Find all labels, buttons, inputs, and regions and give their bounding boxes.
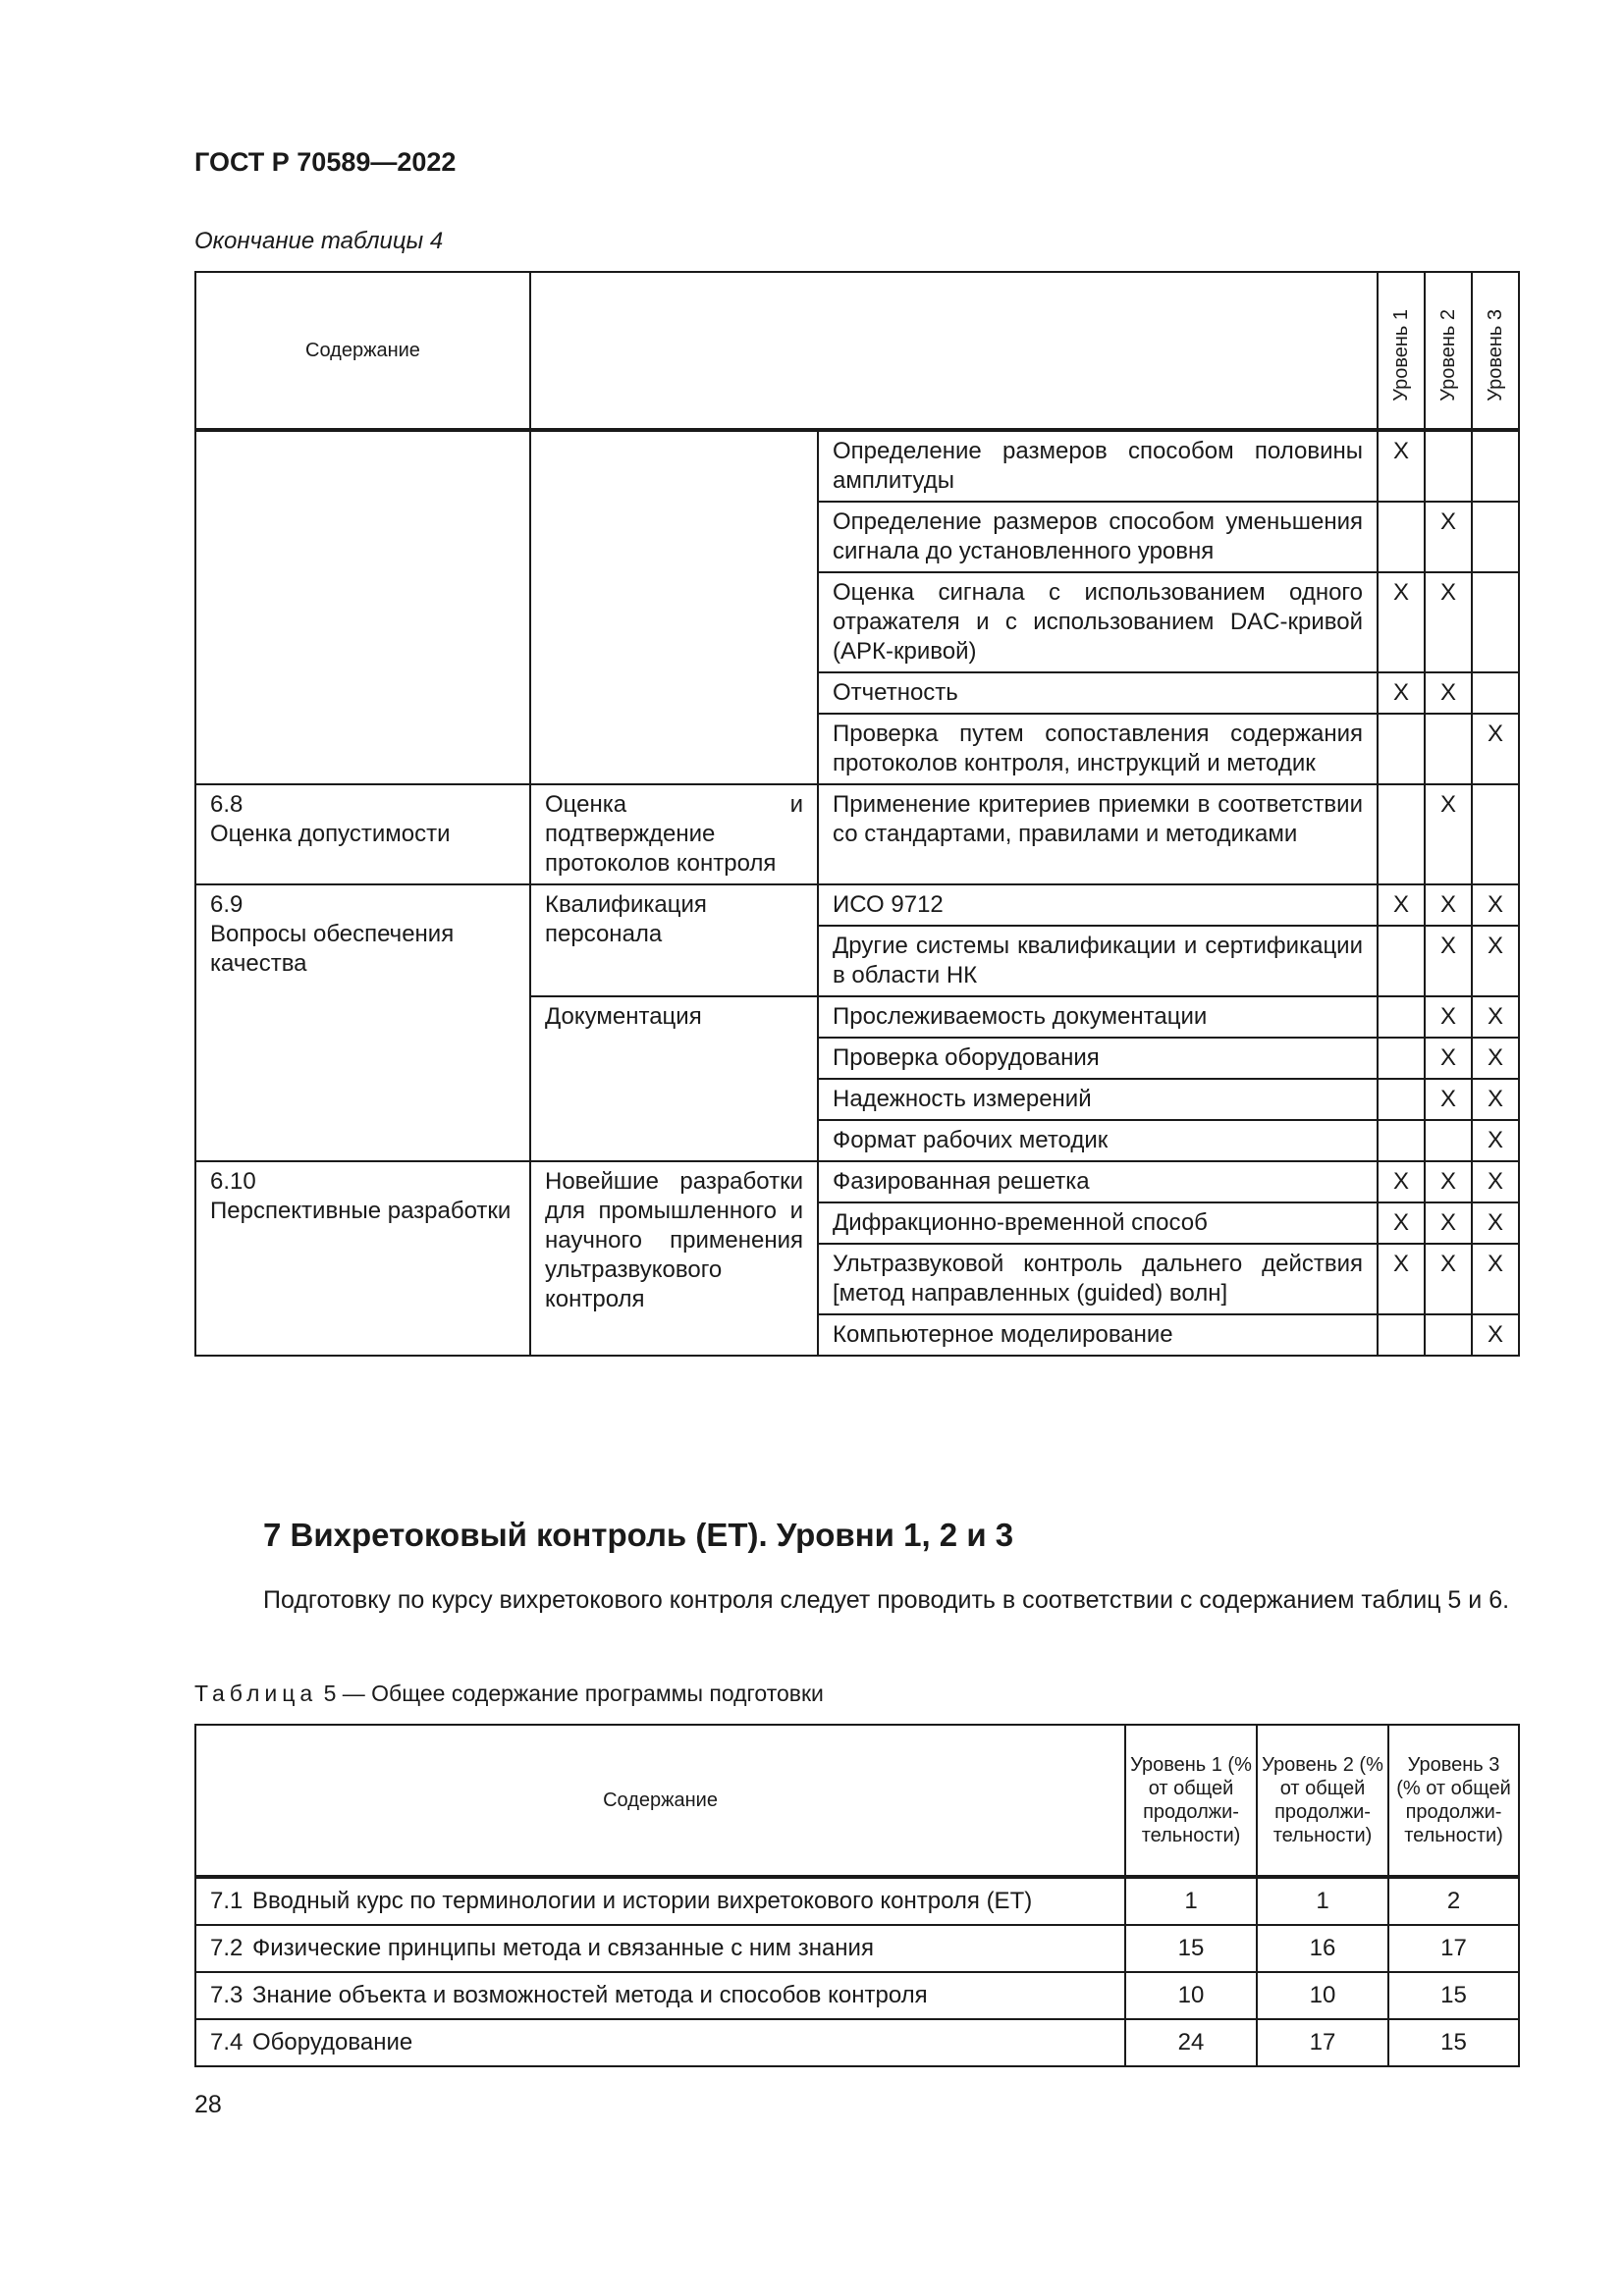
level2-percent: 10 — [1257, 1972, 1388, 2019]
level2-mark: X — [1425, 1079, 1472, 1120]
level2-mark: X — [1425, 1202, 1472, 1244]
table-row — [195, 1972, 1519, 2019]
table-5-caption — [194, 1681, 824, 1707]
table-4-level2-header — [1425, 272, 1472, 430]
level3-percent: 17 — [1388, 1925, 1519, 1972]
level2-mark: X — [1425, 926, 1472, 996]
level1-mark — [1378, 926, 1425, 996]
page-number: 28 — [194, 2091, 222, 2118]
row-description: Оборудование — [252, 2019, 1125, 2066]
table-4 — [194, 271, 1520, 1357]
section-intro-paragraph: Подготовку по курсу вихретокового контроля следует проводить в соответствии с содержанием таблиц 5 и 6. — [263, 1586, 1510, 1614]
table-4-level1-header — [1378, 272, 1425, 430]
item-text-cell: Отчетность — [818, 672, 1378, 714]
table-row — [195, 1161, 1519, 1202]
level3-mark — [1472, 502, 1519, 572]
level3-percent: 15 — [1388, 2019, 1519, 2066]
topic-cell — [195, 1161, 530, 1356]
level1-mark — [1378, 996, 1425, 1038]
topic-title: Оценка допустимости — [210, 821, 451, 847]
level3-mark: X — [1472, 884, 1519, 926]
level1-mark — [1378, 1038, 1425, 1079]
level1-mark: X — [1378, 1244, 1425, 1314]
table-row — [195, 884, 1519, 926]
item-text-cell: Определение размеров способом половины амплитуды — [818, 430, 1378, 502]
level3-mark: X — [1472, 1038, 1519, 1079]
item-text-cell: Дифракционно-временной способ — [818, 1202, 1378, 1244]
topic-code: 6.10 — [210, 1168, 256, 1195]
level2-mark — [1425, 430, 1472, 502]
level1-percent: 15 — [1125, 1925, 1257, 1972]
table-4-header-row — [195, 272, 1519, 430]
table-5-level1-header: Уровень 1 (% от общей продолжи-тельности) — [1125, 1725, 1257, 1877]
level3-mark: X — [1472, 996, 1519, 1038]
level2-label: Уровень 2 — [1437, 309, 1459, 401]
level1-mark: X — [1378, 572, 1425, 672]
item-text-cell: Ультразвуковой контроль дальнего действия [метод направленных (guided) волн] — [818, 1244, 1378, 1314]
table-4-blank-header — [530, 272, 1378, 430]
level3-mark — [1472, 430, 1519, 502]
level1-mark: X — [1378, 884, 1425, 926]
level1-mark: X — [1378, 1202, 1425, 1244]
table-row — [195, 784, 1519, 884]
subtopic-cell: Оценка и подтверждение протоколов контроля — [530, 784, 818, 884]
item-text-cell: Фазированная решетка — [818, 1161, 1378, 1202]
row-description: Физические принципы метода и связанные с ним знания — [252, 1925, 1125, 1972]
level3-mark: X — [1472, 1244, 1519, 1314]
item-text-cell: Определение размеров способом уменьшения сигнала до установленного уровня — [818, 502, 1378, 572]
topic-cell — [195, 430, 530, 784]
level1-mark — [1378, 1314, 1425, 1356]
level2-mark: X — [1425, 1244, 1472, 1314]
level2-mark: X — [1425, 996, 1472, 1038]
subtopic-cell: Новейшие разработки для промышленного и научного применения ультразвукового контроля — [530, 1161, 818, 1356]
level2-mark: X — [1425, 1038, 1472, 1079]
topic-code: 6.8 — [210, 791, 244, 818]
item-text-cell: Формат рабочих методик — [818, 1120, 1378, 1161]
level3-mark — [1472, 784, 1519, 884]
table-5-level3-header: Уровень 3 (% от общей продолжи-тельности) — [1388, 1725, 1519, 1877]
topic-code: 6.9 — [210, 891, 244, 918]
item-text-cell: Проверка путем сопоставления содержания протоколов контроля, инструкций и методик — [818, 714, 1378, 784]
level3-mark: X — [1472, 1079, 1519, 1120]
item-text-cell: Компьютерное моделирование — [818, 1314, 1378, 1356]
row-code: 7.1 — [195, 1877, 252, 1925]
table-5-level2-header: Уровень 2 (% от общей продолжи-тельности) — [1257, 1725, 1388, 1877]
level1-mark: X — [1378, 430, 1425, 502]
item-text-cell: Прослеживаемость документации — [818, 996, 1378, 1038]
table-row — [195, 1925, 1519, 1972]
table-4-level3-header — [1472, 272, 1519, 430]
level1-label: Уровень 1 — [1390, 309, 1412, 401]
level2-mark — [1425, 1314, 1472, 1356]
row-description: Вводный курс по терминологии и истории вихретокового контроля (ЕТ) — [252, 1877, 1125, 1925]
level3-mark: X — [1472, 714, 1519, 784]
row-code: 7.2 — [195, 1925, 252, 1972]
table-5-caption-title: 5 — Общее содержание программы подготовки — [317, 1681, 824, 1706]
level1-mark — [1378, 1120, 1425, 1161]
level2-percent: 1 — [1257, 1877, 1388, 1925]
level2-mark: X — [1425, 784, 1472, 884]
subtopic-cell: Документация — [530, 996, 818, 1161]
level1-mark: X — [1378, 1161, 1425, 1202]
table-5-caption-label: Таблица — [194, 1681, 318, 1706]
row-code: 7.3 — [195, 1972, 252, 2019]
topic-title: Вопросы обеспечения качества — [210, 921, 455, 977]
level1-percent: 1 — [1125, 1877, 1257, 1925]
topic-cell — [195, 884, 530, 1161]
subtopic-cell: Квалификация персонала — [530, 884, 818, 996]
level1-mark: X — [1378, 672, 1425, 714]
row-description: Знание объекта и возможностей метода и способов контроля — [252, 1972, 1125, 2019]
table-row — [195, 1877, 1519, 1925]
item-text-cell: Проверка оборудования — [818, 1038, 1378, 1079]
topic-cell — [195, 784, 530, 884]
item-text-cell: Оценка сигнала с использованием одного отражателя и с использованием DAC-кривой (АРК-кривой) — [818, 572, 1378, 672]
table-5-body — [195, 1877, 1519, 2066]
level2-percent: 17 — [1257, 2019, 1388, 2066]
level3-percent: 2 — [1388, 1877, 1519, 1925]
level2-mark — [1425, 1120, 1472, 1161]
level3-label: Уровень 3 — [1485, 309, 1506, 401]
topic-title: Перспективные разработки — [210, 1198, 512, 1224]
level3-mark — [1472, 572, 1519, 672]
document-id: ГОСТ Р 70589—2022 — [194, 147, 457, 177]
table-row — [195, 430, 1519, 502]
item-text-cell: Надежность измерений — [818, 1079, 1378, 1120]
level3-mark: X — [1472, 1120, 1519, 1161]
level3-mark — [1472, 672, 1519, 714]
level1-mark — [1378, 784, 1425, 884]
level2-mark: X — [1425, 672, 1472, 714]
subtopic-cell — [530, 430, 818, 784]
section-heading: 7 Вихретоковый контроль (ЕТ). Уровни 1, 2 и 3 — [263, 1517, 1014, 1553]
level2-mark: X — [1425, 502, 1472, 572]
level1-percent: 10 — [1125, 1972, 1257, 2019]
level2-mark: X — [1425, 1161, 1472, 1202]
item-text-cell: Другие системы квалификации и сертификации в области НК — [818, 926, 1378, 996]
level1-mark — [1378, 502, 1425, 572]
table-5-content-header: Содержание — [195, 1725, 1125, 1877]
table-row — [195, 2019, 1519, 2066]
item-text-cell: ИСО 9712 — [818, 884, 1378, 926]
level2-mark — [1425, 714, 1472, 784]
level3-percent: 15 — [1388, 1972, 1519, 2019]
level3-mark: X — [1472, 926, 1519, 996]
table-continuation-label: Окончание таблицы 4 — [194, 228, 444, 254]
item-text-cell: Применение критериев приемки в соответствии со стандартами, правилами и методиками — [818, 784, 1378, 884]
table-4-body — [195, 430, 1519, 1356]
table-5-header-row — [195, 1725, 1519, 1877]
level2-mark: X — [1425, 884, 1472, 926]
level1-mark — [1378, 714, 1425, 784]
row-code: 7.4 — [195, 2019, 252, 2066]
table-4-content-header: Содержание — [195, 272, 530, 430]
table-5 — [194, 1724, 1520, 2067]
level3-mark: X — [1472, 1314, 1519, 1356]
level2-percent: 16 — [1257, 1925, 1388, 1972]
level3-mark: X — [1472, 1202, 1519, 1244]
level3-mark: X — [1472, 1161, 1519, 1202]
level1-percent: 24 — [1125, 2019, 1257, 2066]
level2-mark: X — [1425, 572, 1472, 672]
level1-mark — [1378, 1079, 1425, 1120]
